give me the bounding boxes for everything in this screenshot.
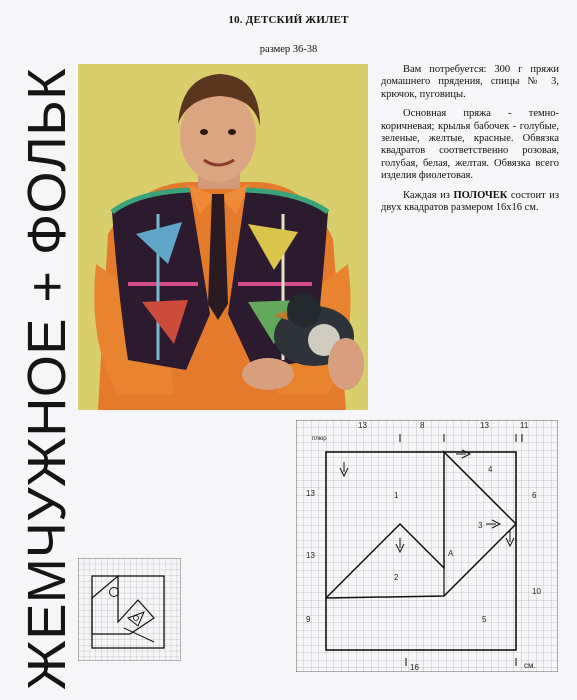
photo-illustration — [78, 64, 368, 410]
dim-top-8: 8 — [420, 421, 425, 430]
dim-bottom-16: 16 — [410, 663, 419, 672]
materials-paragraph: Вам потребуется: 300 г пряжи домашнего прядения, спицы № 3, крючок, пуговицы. — [381, 64, 559, 100]
section-4: 4 — [488, 465, 493, 474]
dim-right-10: 10 — [532, 587, 541, 596]
label-plus: плюр — [312, 436, 327, 442]
small-diagram-svg — [78, 558, 181, 661]
page-title: 10. ДЕТСКИЙ ЖИЛЕТ — [228, 14, 349, 26]
large-diagram-svg — [296, 420, 558, 672]
point-a: А — [448, 549, 454, 558]
dim-top-13-left: 13 — [358, 421, 367, 430]
dim-left-13-upper: 13 — [306, 489, 315, 498]
dim-right-6: 6 — [532, 491, 537, 500]
colors-paragraph: Основная пряжа - темно-коричневая; крылья бабочек - голубые, зеленые, желтые, красные. Обвязка квадратов соответственно розовая, голубая, белая, желтая. Обвязка всего изделия фиолетовая. — [381, 108, 559, 182]
section-3: 3 — [478, 521, 483, 530]
small-pattern-diagram — [78, 558, 181, 661]
photo-child-vest — [78, 64, 368, 410]
front-text-start: Каждая из — [403, 189, 454, 201]
dim-left-13-lower: 13 — [306, 551, 315, 560]
front-panels-keyword: ПОЛОЧЕК — [453, 189, 508, 201]
section-5: 5 — [482, 615, 487, 624]
description-text — [381, 64, 559, 221]
unit-cm: см. — [524, 661, 536, 670]
section-1: 1 — [394, 491, 399, 500]
dim-top-11: 11 — [520, 421, 529, 430]
dim-top-13-right: 13 — [480, 421, 489, 430]
section-2: 2 — [394, 573, 399, 582]
front-panels-paragraph — [381, 190, 559, 215]
size-subtitle: размер 36-38 — [259, 44, 318, 55]
vertical-section-title: ЖЕМЧУЖНОЕ + ФОЛЬК — [17, 67, 77, 690]
front-text-end: состоит из двух квадратов размером 16х16 см. — [381, 189, 559, 214]
large-pattern-diagram — [296, 420, 558, 672]
dim-left-9: 9 — [306, 615, 311, 624]
